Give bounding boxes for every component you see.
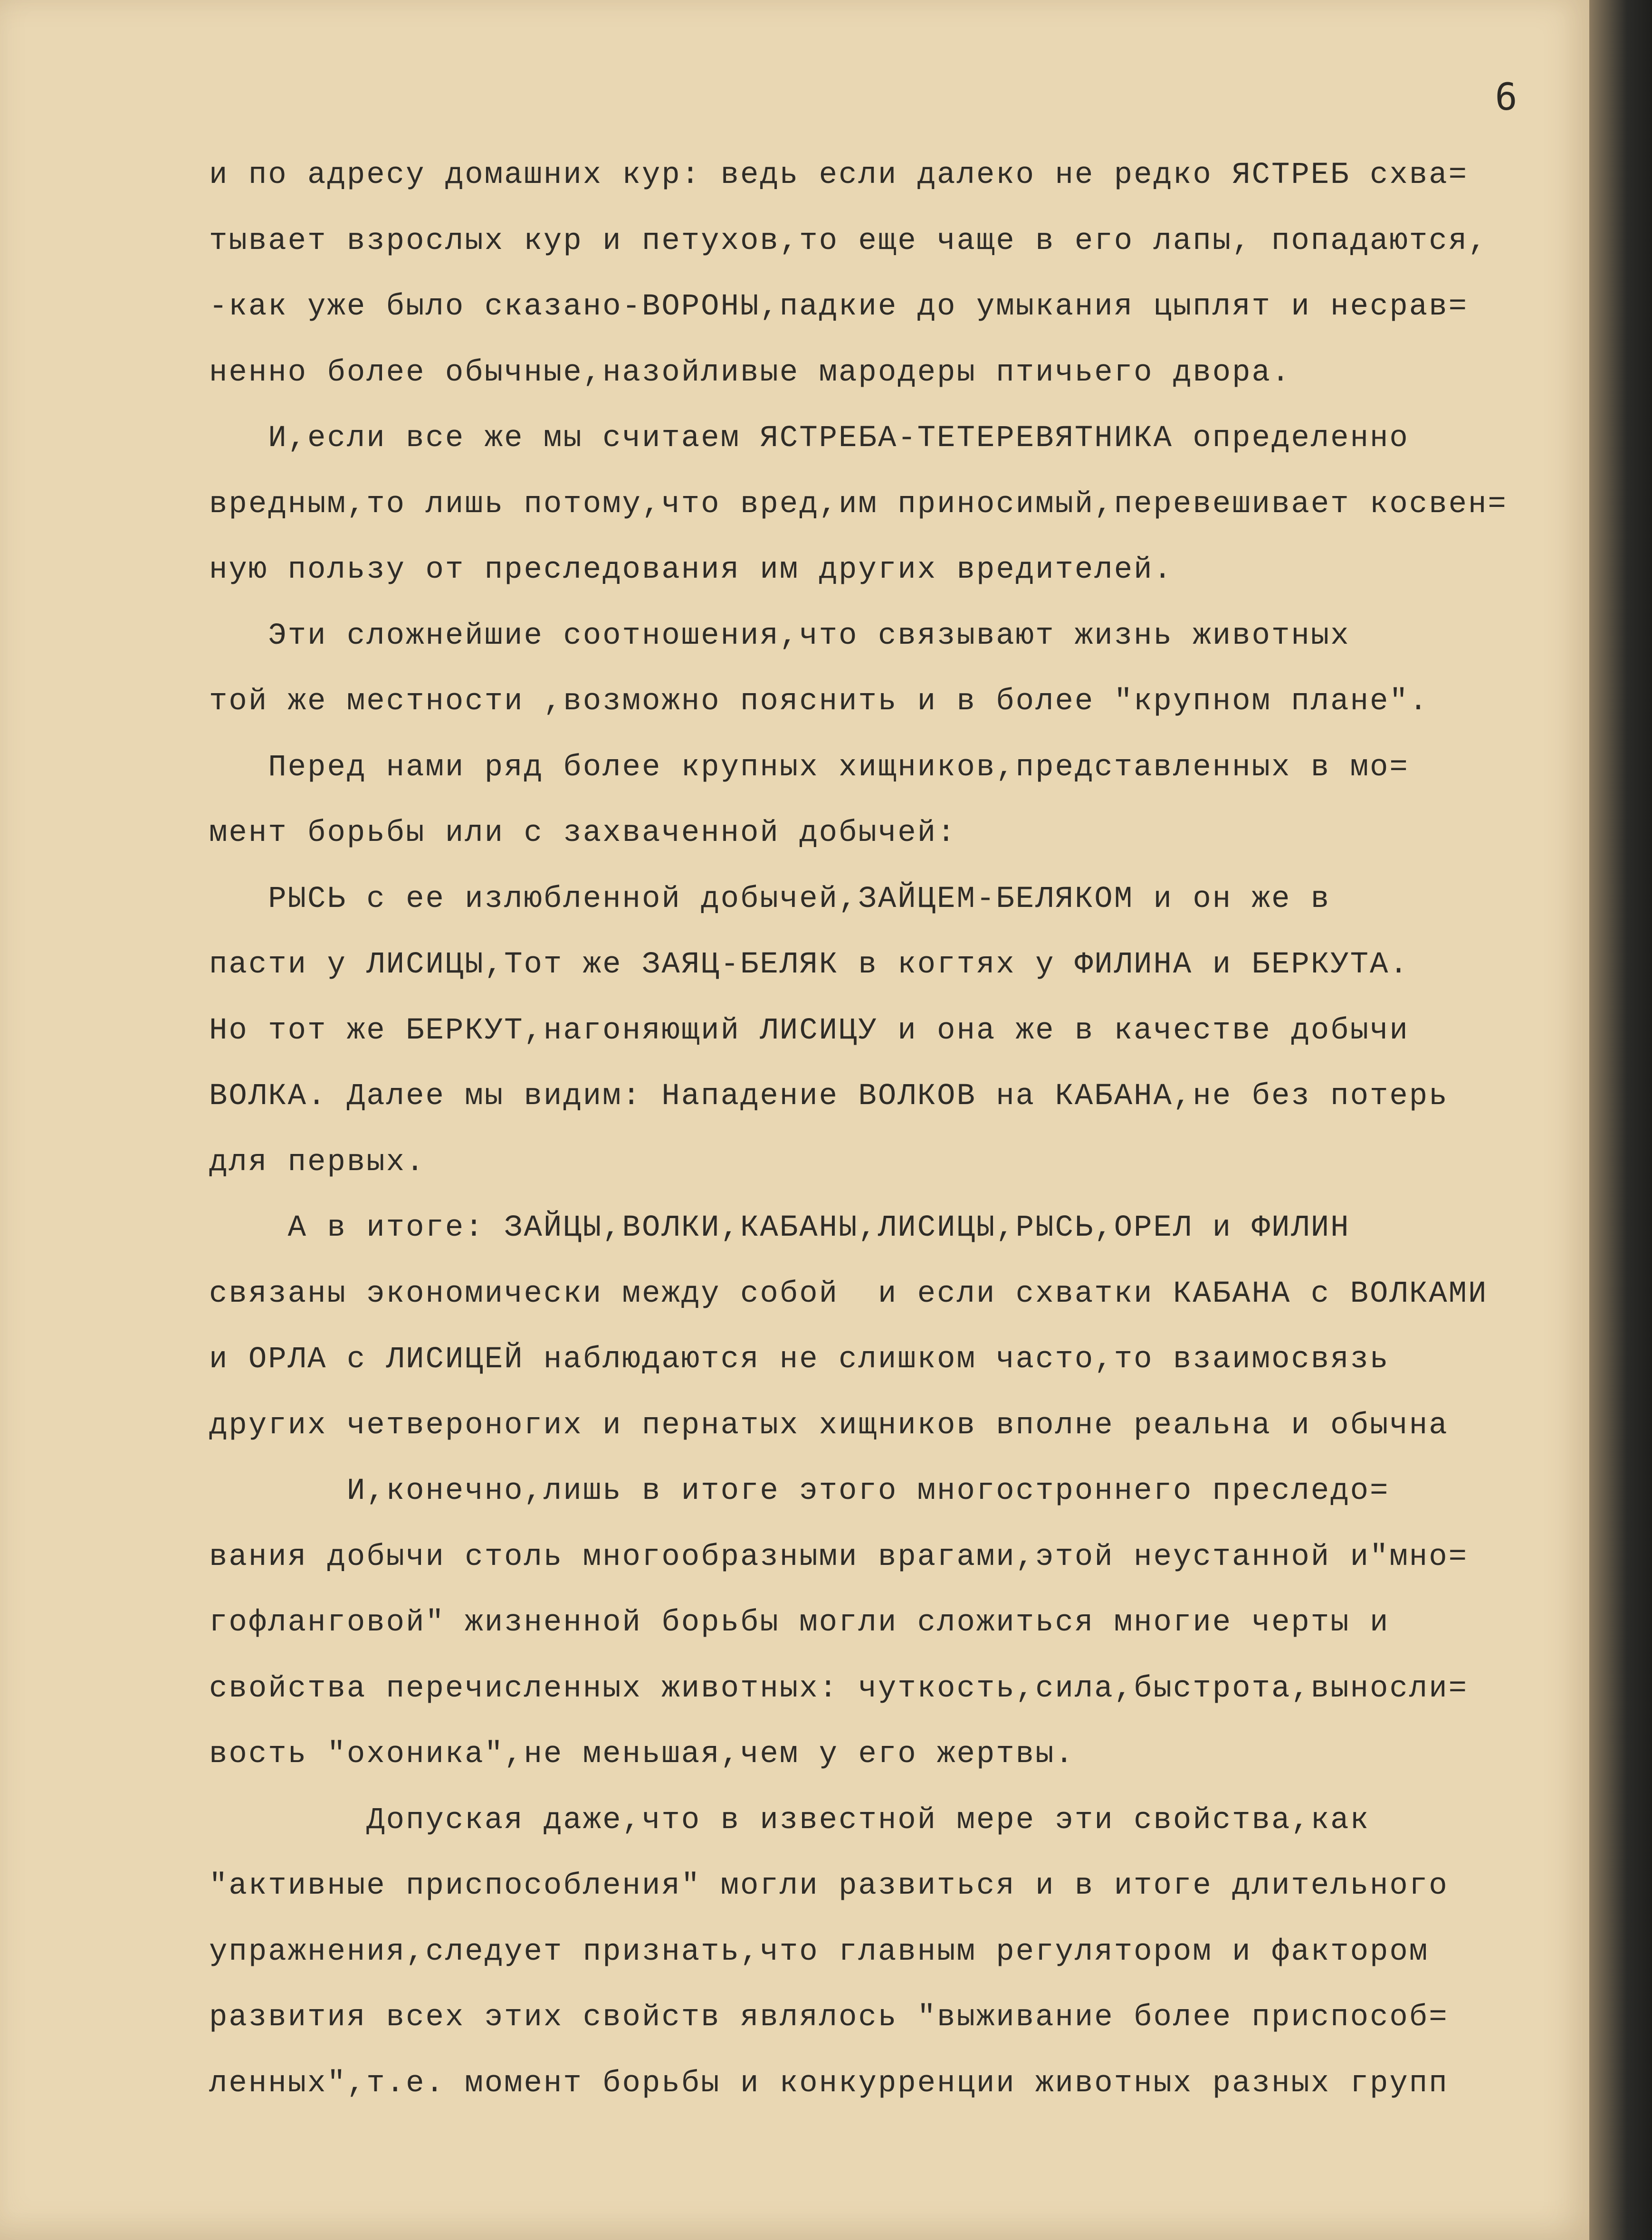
line-text: гофланговой" жизненной борьбы могли сложиться многие черты и xyxy=(209,1606,1390,1640)
text-line xyxy=(209,1261,1577,1327)
text-line xyxy=(209,2051,1577,2117)
text-line xyxy=(209,1656,1577,1722)
text-line xyxy=(209,143,1577,209)
line-text: ную пользу от преследования им других вредителей. xyxy=(209,553,1173,587)
line-text: тывает взрослых кур и петухов,то еще чаще в его лапы, попадаются, xyxy=(209,224,1488,258)
line-text: связаны экономически между собой и если схватки КАБАНА с ВОЛКАМИ xyxy=(209,1277,1488,1311)
text-line xyxy=(209,867,1577,933)
line-indent xyxy=(209,1474,347,1508)
text-line xyxy=(209,406,1577,472)
text-line xyxy=(209,1064,1577,1130)
line-text: И,если все же мы считаем ЯСТРЕБА-ТЕТЕРЕВЯТНИКА определенно xyxy=(268,421,1409,456)
line-text: пасти у ЛИСИЦЫ,Тот же ЗАЯЦ-БЕЛЯК в когтях у ФИЛИНА и БЕРКУТА. xyxy=(209,948,1409,982)
text-line xyxy=(209,603,1577,669)
line-text: И,конечно,лишь в итоге этого многостроннего преследо= xyxy=(346,1474,1390,1508)
text-line xyxy=(209,1458,1577,1525)
page-number: 6 xyxy=(1495,76,1518,119)
line-text: А в итоге: ЗАЙЦЫ,ВОЛКИ,КАБАНЫ,ЛИСИЦЫ,РЫСЬ,ОРЕЛ и ФИЛИН xyxy=(287,1211,1350,1245)
line-text: Перед нами ряд более крупных хищников,представленных в мо= xyxy=(268,750,1409,785)
text-line xyxy=(209,1919,1577,1985)
line-text: ВОЛКА. Далее мы видим: Нападение ВОЛКОВ на КАБАНА,не без потерь xyxy=(209,1079,1449,1114)
text-line xyxy=(209,274,1577,340)
line-text: ненно более обычные,назойливые мародеры птичьего двора. xyxy=(209,355,1291,390)
line-text: вания добычи столь многообразными врагами,этой неустанной и"мно= xyxy=(209,1540,1468,1574)
line-text: и ОРЛА с ЛИСИЦЕЙ наблюдаются не слишком часто,то взаимосвязь xyxy=(209,1343,1390,1377)
line-indent xyxy=(209,882,268,916)
text-line xyxy=(209,1788,1577,1854)
line-text: развития всех этих свойств являлось "выживание более приспособ= xyxy=(209,2001,1449,2035)
text-line xyxy=(209,735,1577,801)
text-line xyxy=(209,1722,1577,1788)
line-text: ленных",т.е. момент борьбы и конкурренции животных разных групп xyxy=(209,2066,1449,2101)
line-text: и по адресу домашних кур: ведь если далеко не редко ЯСТРЕБ схва= xyxy=(209,158,1468,192)
line-text: "активные приспособления" могли развиться и в итоге длительного xyxy=(209,1869,1449,1903)
line-text: Эти сложнейшие соотношения,что связывают жизнь животных xyxy=(268,619,1350,653)
line-indent xyxy=(209,421,268,456)
line-text: РЫСЬ с ее излюбленной добычей,ЗАЙЦЕМ-БЕЛЯКОМ и он же в xyxy=(268,882,1331,916)
text-line xyxy=(209,669,1577,735)
body-text xyxy=(209,143,1577,2223)
text-line xyxy=(209,340,1577,406)
line-text: Допуская даже,что в известной мере эти свойства,как xyxy=(366,1803,1370,1838)
text-line xyxy=(209,1195,1577,1261)
text-line xyxy=(209,932,1577,998)
text-line xyxy=(209,801,1577,867)
line-text: упражнения,следует признать,что главным регулятором и фактором xyxy=(209,1935,1429,1969)
line-text: мент борьбы или с захваченной добычей: xyxy=(209,816,957,850)
text-line xyxy=(209,1590,1577,1656)
line-text: -как уже было сказано-ВОРОНЫ,падкие до умыкания цыплят и несрав= xyxy=(209,290,1468,324)
line-text: для первых. xyxy=(209,1145,426,1180)
line-text: вость "охоника",не меньшая,чем у его жертвы. xyxy=(209,1737,1075,1772)
text-line xyxy=(209,1525,1577,1591)
text-line xyxy=(209,1985,1577,2051)
line-text: той же местности ,возможно пояснить и в более "крупном плане". xyxy=(209,685,1429,719)
line-indent xyxy=(209,751,268,785)
text-line xyxy=(209,1327,1577,1393)
line-text: вредным,то лишь потому,что вред,им приносимый,перевешивает косвен= xyxy=(209,487,1508,522)
text-line xyxy=(209,209,1577,275)
text-line xyxy=(209,1393,1577,1459)
page-edge xyxy=(1589,0,1652,2240)
line-indent xyxy=(209,1211,288,1245)
text-line xyxy=(209,472,1577,538)
line-text: Но тот же БЕРКУТ,нагоняющий ЛИСИЦУ и она же в качестве добычи xyxy=(209,1013,1409,1048)
text-line xyxy=(209,998,1577,1064)
text-line xyxy=(209,1853,1577,1919)
line-indent xyxy=(209,1803,366,1838)
line-indent xyxy=(209,619,268,653)
text-line xyxy=(209,1130,1577,1196)
line-text: свойства перечисленных животных: чуткость,сила,быстрота,выносли= xyxy=(209,1671,1468,1706)
text-line xyxy=(209,537,1577,603)
line-text: других четвероногих и пернатых хищников вполне реальна и обычна xyxy=(209,1408,1449,1443)
